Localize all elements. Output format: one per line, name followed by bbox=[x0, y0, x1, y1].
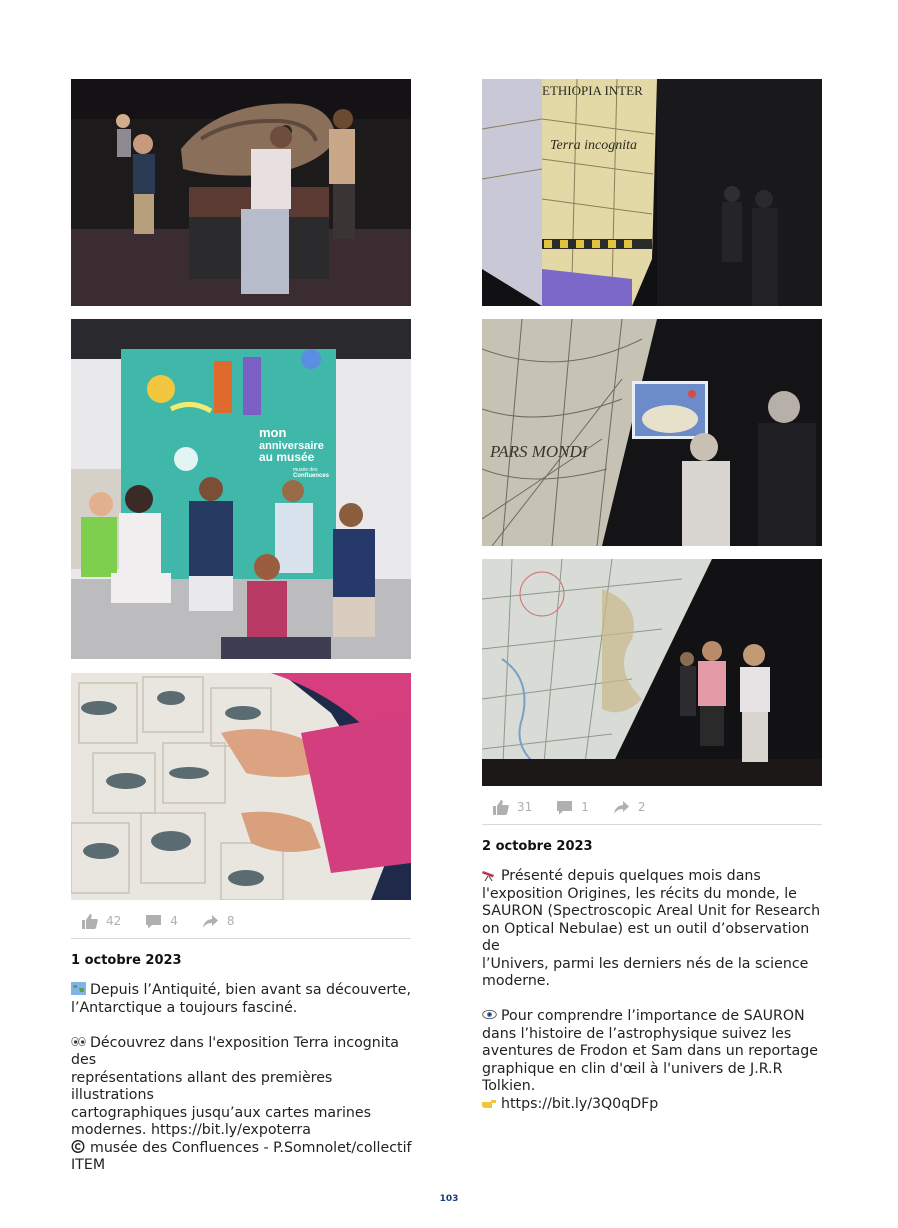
share-arrow-icon bbox=[613, 800, 630, 815]
photo-map-projection-ethiopia-image bbox=[482, 79, 822, 306]
right-p2-line2: dans l’histoire de l’astrophysique suivez les bbox=[482, 1025, 792, 1042]
pointing-hand-icon bbox=[482, 1096, 497, 1109]
shares-count: 8 bbox=[226, 914, 235, 928]
left-paragraph-1 bbox=[71, 982, 416, 1017]
comments-count: 4 bbox=[170, 914, 178, 928]
left-p1-line1: Depuis l’Antiquité, bien avant sa découverte, bbox=[90, 982, 411, 998]
left-p2-line1: Découvrez dans l'exposition Terra incognita des bbox=[71, 1034, 399, 1068]
comment-icon bbox=[145, 914, 162, 929]
left-p2-line4: modernes. https://bit.ly/expoterra bbox=[71, 1122, 311, 1138]
map-text-ethiopia: ETHIOPIA INTER bbox=[542, 83, 643, 98]
photo-visitors-map-screen bbox=[482, 319, 822, 546]
left-post bbox=[71, 79, 412, 1173]
eyes-icon bbox=[71, 1035, 86, 1048]
left-paragraph-2 bbox=[71, 1035, 416, 1140]
photo-children-birthday-wall-image bbox=[71, 319, 411, 659]
wall-text-line1: mon bbox=[259, 425, 287, 440]
map-text-terra-incognita: Terra incognita bbox=[550, 138, 637, 153]
photo-children-dinosaur-skull-image bbox=[71, 79, 411, 306]
right-p2-line3: aventures de Frodon et Sam dans un reportage bbox=[482, 1043, 818, 1059]
right-post-divider bbox=[482, 824, 822, 825]
photo-children-dinosaur-skull bbox=[71, 79, 411, 306]
photo-children-dinosaur-cards bbox=[71, 673, 411, 900]
left-post-text bbox=[71, 982, 416, 1175]
wall-brand-line2: Confluences bbox=[293, 473, 330, 479]
left-paragraph-3 bbox=[71, 1140, 416, 1175]
right-post-date: 2 octobre 2023 bbox=[482, 839, 593, 854]
wall-text-line2: anniversaire bbox=[259, 440, 324, 452]
photo-children-dinosaur-cards-image bbox=[71, 673, 411, 900]
right-p1-line3: SAURON (Spectroscopic Areal Unit for Research bbox=[482, 903, 821, 919]
right-post-text bbox=[482, 868, 827, 1113]
right-link-short[interactable]: https://bit.ly/3Q0qDFp bbox=[501, 1095, 659, 1112]
right-post bbox=[482, 79, 822, 1112]
left-p2-line3: cartographiques jusqu’aux cartes marines bbox=[71, 1104, 372, 1121]
comment-reaction[interactable] bbox=[556, 800, 589, 815]
right-post-reactions bbox=[482, 796, 822, 818]
likes-count: 42 bbox=[106, 914, 122, 928]
right-paragraph-3 bbox=[482, 1096, 827, 1114]
shares-count: 2 bbox=[637, 800, 646, 814]
right-p2-line4: graphique en clin d'œil à l'univers de J.R.R Tolkien. bbox=[482, 1060, 783, 1094]
left-p3-line2: ITEM bbox=[71, 1157, 106, 1173]
page-number: 103 bbox=[439, 1194, 459, 1204]
left-p1-line2: l’Antarctique a toujours fasciné. bbox=[71, 999, 298, 1016]
right-p1-line6: moderne. bbox=[482, 973, 551, 989]
photo-children-birthday-wall bbox=[71, 319, 411, 659]
map-text-pars-mondi: PARS MONDI bbox=[490, 442, 588, 461]
wall-text-line3: au musée bbox=[259, 450, 315, 464]
right-p1-line2: l'exposition Origines, les récits du monde, le bbox=[482, 885, 797, 902]
right-p1-line5: l’Univers, parmi les derniers nés de la science bbox=[482, 955, 809, 972]
map-icon bbox=[71, 982, 86, 995]
right-p1-line4: on Optical Nebulae) est un outil d’observation de bbox=[482, 920, 810, 954]
left-post-date: 1 octobre 2023 bbox=[71, 953, 182, 968]
comment-icon bbox=[556, 800, 573, 815]
photo-visitors-map-screen-image bbox=[482, 319, 822, 546]
comments-count: 1 bbox=[581, 800, 589, 814]
right-paragraph-1 bbox=[482, 868, 827, 991]
share-reaction[interactable] bbox=[202, 914, 235, 929]
left-p3-line1: musée des Confluences - P.Somnolet/collectif bbox=[90, 1139, 412, 1156]
like-reaction[interactable] bbox=[492, 800, 532, 815]
like-reaction[interactable] bbox=[81, 914, 121, 929]
wall-brand-line1: musée des bbox=[293, 467, 318, 473]
comment-reaction[interactable] bbox=[145, 914, 178, 929]
share-reaction[interactable] bbox=[613, 800, 646, 815]
thumbs-up-icon bbox=[492, 800, 509, 815]
photo-visitors-world-map bbox=[482, 559, 822, 786]
photo-map-projection-ethiopia bbox=[482, 79, 822, 306]
share-arrow-icon bbox=[202, 914, 219, 929]
photo-visitors-world-map-image bbox=[482, 559, 822, 786]
right-p1-line1: Présenté depuis quelques mois dans bbox=[501, 868, 761, 884]
left-p2-line2: représentations allant des premières illustrations bbox=[71, 1069, 333, 1103]
thumbs-up-icon bbox=[81, 914, 98, 929]
copyright-icon bbox=[71, 1140, 86, 1153]
likes-count: 31 bbox=[517, 800, 533, 814]
telescope-icon bbox=[482, 868, 497, 881]
left-post-reactions bbox=[71, 910, 411, 932]
right-paragraph-2 bbox=[482, 1008, 827, 1096]
left-post-divider bbox=[71, 938, 411, 939]
right-p2-line1: Pour comprendre l’importance de SAURON bbox=[501, 1008, 805, 1024]
eye-icon bbox=[482, 1008, 497, 1021]
